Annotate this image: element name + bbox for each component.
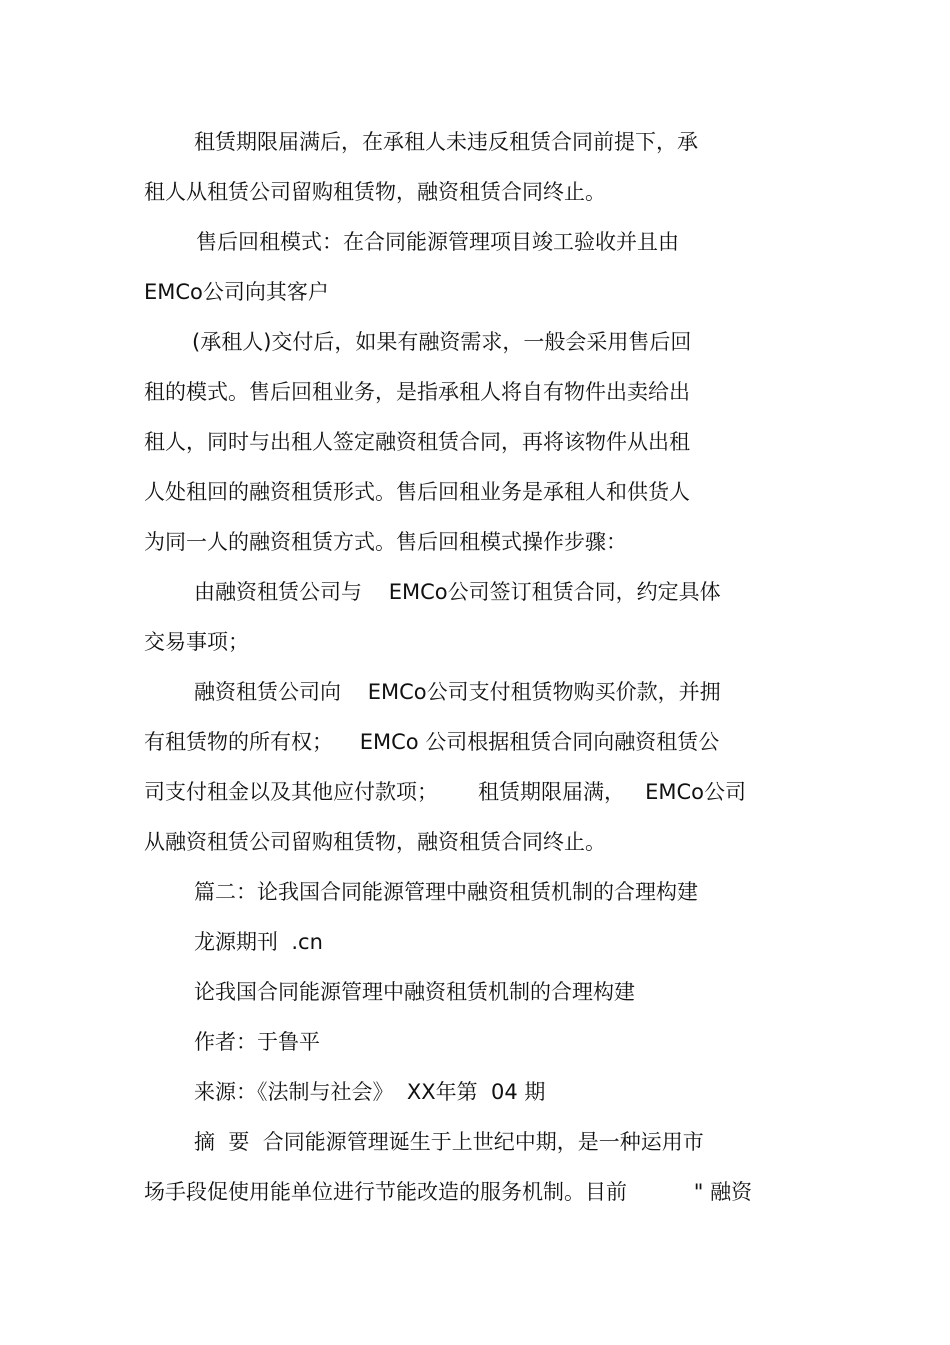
section-heading: 篇二：论我国合同能源管理中融资租赁机制的合理构建 <box>194 880 698 904</box>
text-line: 有租赁物的所有权； EMCo 公司根据租赁合同向融资租赁公 <box>144 730 720 754</box>
text-line: 交易事项； <box>144 630 249 654</box>
text-line: 为同一人的融资租赁方式。售后回租模式操作步骤： <box>144 530 627 554</box>
abstract-line: 场手段促使用能单位进行节能改造的服务机制。目前 " 融资 <box>144 1180 753 1204</box>
text-line: 由融资租赁公司与 EMCo公司签订租赁合同，约定具体 <box>194 580 721 604</box>
abstract-line: 摘 要 合同能源管理诞生于上世纪中期，是一种运用市 <box>194 1130 704 1154</box>
text-line: 租人从租赁公司留购租赁物，融资租赁合同终止。 <box>144 180 606 204</box>
text-line: 售后回租模式：在合同能源管理项目竣工验收并且由 <box>196 230 679 254</box>
source-line: 来源：《法制与社会》 XX年第 04 期 <box>194 1080 546 1104</box>
text-line: 司支付租金以及其他应付款项； 租赁期限届满， EMCo公司 <box>144 780 746 804</box>
text-line: EMCo公司向其客户 <box>144 280 329 304</box>
text-line: 人处租回的融资租赁形式。售后回租业务是承租人和供货人 <box>144 480 690 504</box>
text-line: 融资租赁公司向 EMCo公司支付租赁物购买价款，并拥 <box>194 680 721 704</box>
text-line: 龙源期刊 .cn <box>194 930 323 954</box>
author-line: 作者：于鲁平 <box>194 1030 320 1054</box>
text-line: 从融资租赁公司留购租赁物，融资租赁合同终止。 <box>144 830 606 854</box>
text-line: 租人，同时与出租人签定融资租赁合同，再将该物件从出租 <box>144 430 690 454</box>
text-line: (承租人)交付后，如果有融资需求，一般会采用售后回 <box>192 330 692 354</box>
text-line: 租赁期限届满后，在承租人未违反租赁合同前提下，承 <box>194 130 698 154</box>
article-title: 论我国合同能源管理中融资租赁机制的合理构建 <box>194 980 635 1004</box>
text-line: 租的模式。售后回租业务，是指承租人将自有物件出卖给出 <box>144 380 690 404</box>
